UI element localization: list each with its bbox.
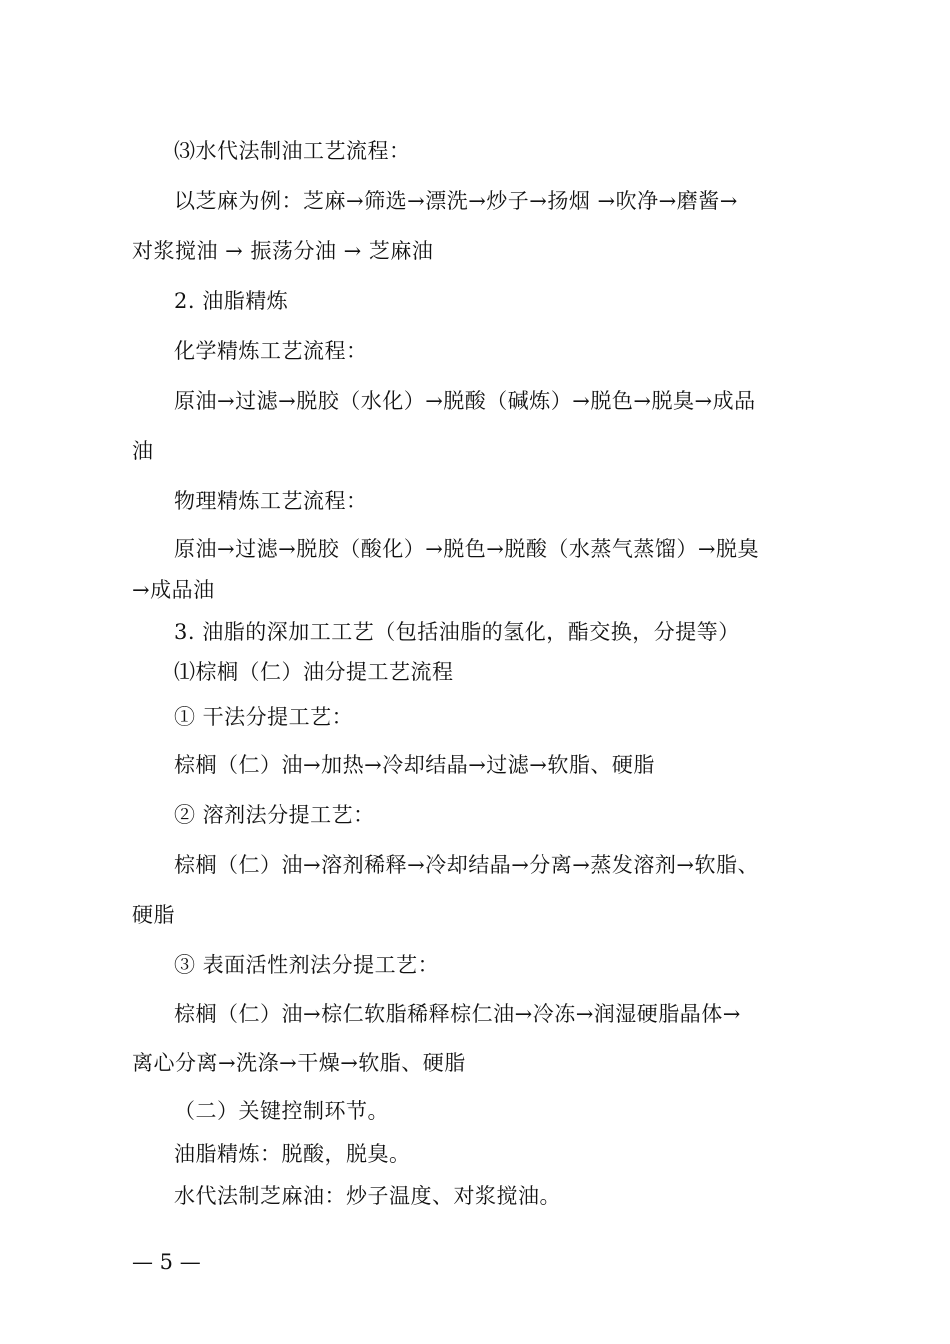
heading-physical-refining: 物理精炼工艺流程： — [174, 489, 368, 513]
paragraph-oil-refining-control: 油脂精炼：脱酸，脱臭。 — [174, 1142, 411, 1166]
paragraph-physical-refining: 原油→过滤→脱胶（酸化）→脱色→脱酸（水蒸气蒸馏）→脱臭 — [174, 537, 759, 561]
paragraph-chemical-refining: 原油→过滤→脱胶（水化）→脱酸（碱炼）→脱色→脱臭→成品 — [174, 389, 756, 413]
paragraph-solvent-fractionation: 棕榈（仁）油→溶剂稀释→冷却结晶→分离→蒸发溶剂→软脂、 — [174, 853, 759, 877]
paragraph-surfactant-fractionation: 棕榈（仁）油→棕仁软脂稀释棕仁油→冷冻→润湿硬脂晶体→ — [174, 1002, 741, 1026]
page-number: — 5 — — [132, 1250, 201, 1274]
paragraph-physical-refining-cont: →成品油 — [132, 578, 215, 602]
paragraph-surfactant-fractionation-cont: 离心分离→洗涤→干燥→软脂、硬脂 — [132, 1051, 466, 1075]
paragraph-solvent-fractionation-cont: 硬脂 — [132, 903, 175, 927]
heading-palm-fractionation: ⑴棕榈（仁）油分提工艺流程 — [174, 660, 454, 684]
heading-water-method: ⑶水代法制油工艺流程： — [174, 139, 411, 163]
paragraph-sesame-process-cont: 对浆搅油 → 振荡分油 → 芝麻油 — [132, 239, 434, 263]
heading-oil-refining: 2. 油脂精炼 — [174, 289, 289, 313]
heading-solvent-fractionation: ② 溶剂法分提工艺： — [174, 803, 375, 827]
heading-surfactant-fractionation: ③ 表面活性剂法分提工艺： — [174, 953, 440, 977]
paragraph-sesame-oil-control: 水代法制芝麻油：炒子温度、对浆搅油。 — [174, 1184, 561, 1208]
heading-dry-fractionation: ① 干法分提工艺： — [174, 705, 354, 729]
heading-chemical-refining: 化学精炼工艺流程： — [174, 339, 368, 363]
heading-deep-processing: 3. 油脂的深加工工艺（包括油脂的氢化，酯交换，分提等） — [174, 620, 740, 644]
heading-key-control-points: （二）关键控制环节。 — [174, 1099, 389, 1123]
paragraph-chemical-refining-cont: 油 — [132, 439, 154, 463]
paragraph-sesame-process: 以芝麻为例：芝麻→筛选→漂洗→炒子→扬烟 →吹净→磨酱→ — [174, 189, 738, 213]
paragraph-dry-fractionation: 棕榈（仁）油→加热→冷却结晶→过滤→软脂、硬脂 — [174, 753, 655, 777]
